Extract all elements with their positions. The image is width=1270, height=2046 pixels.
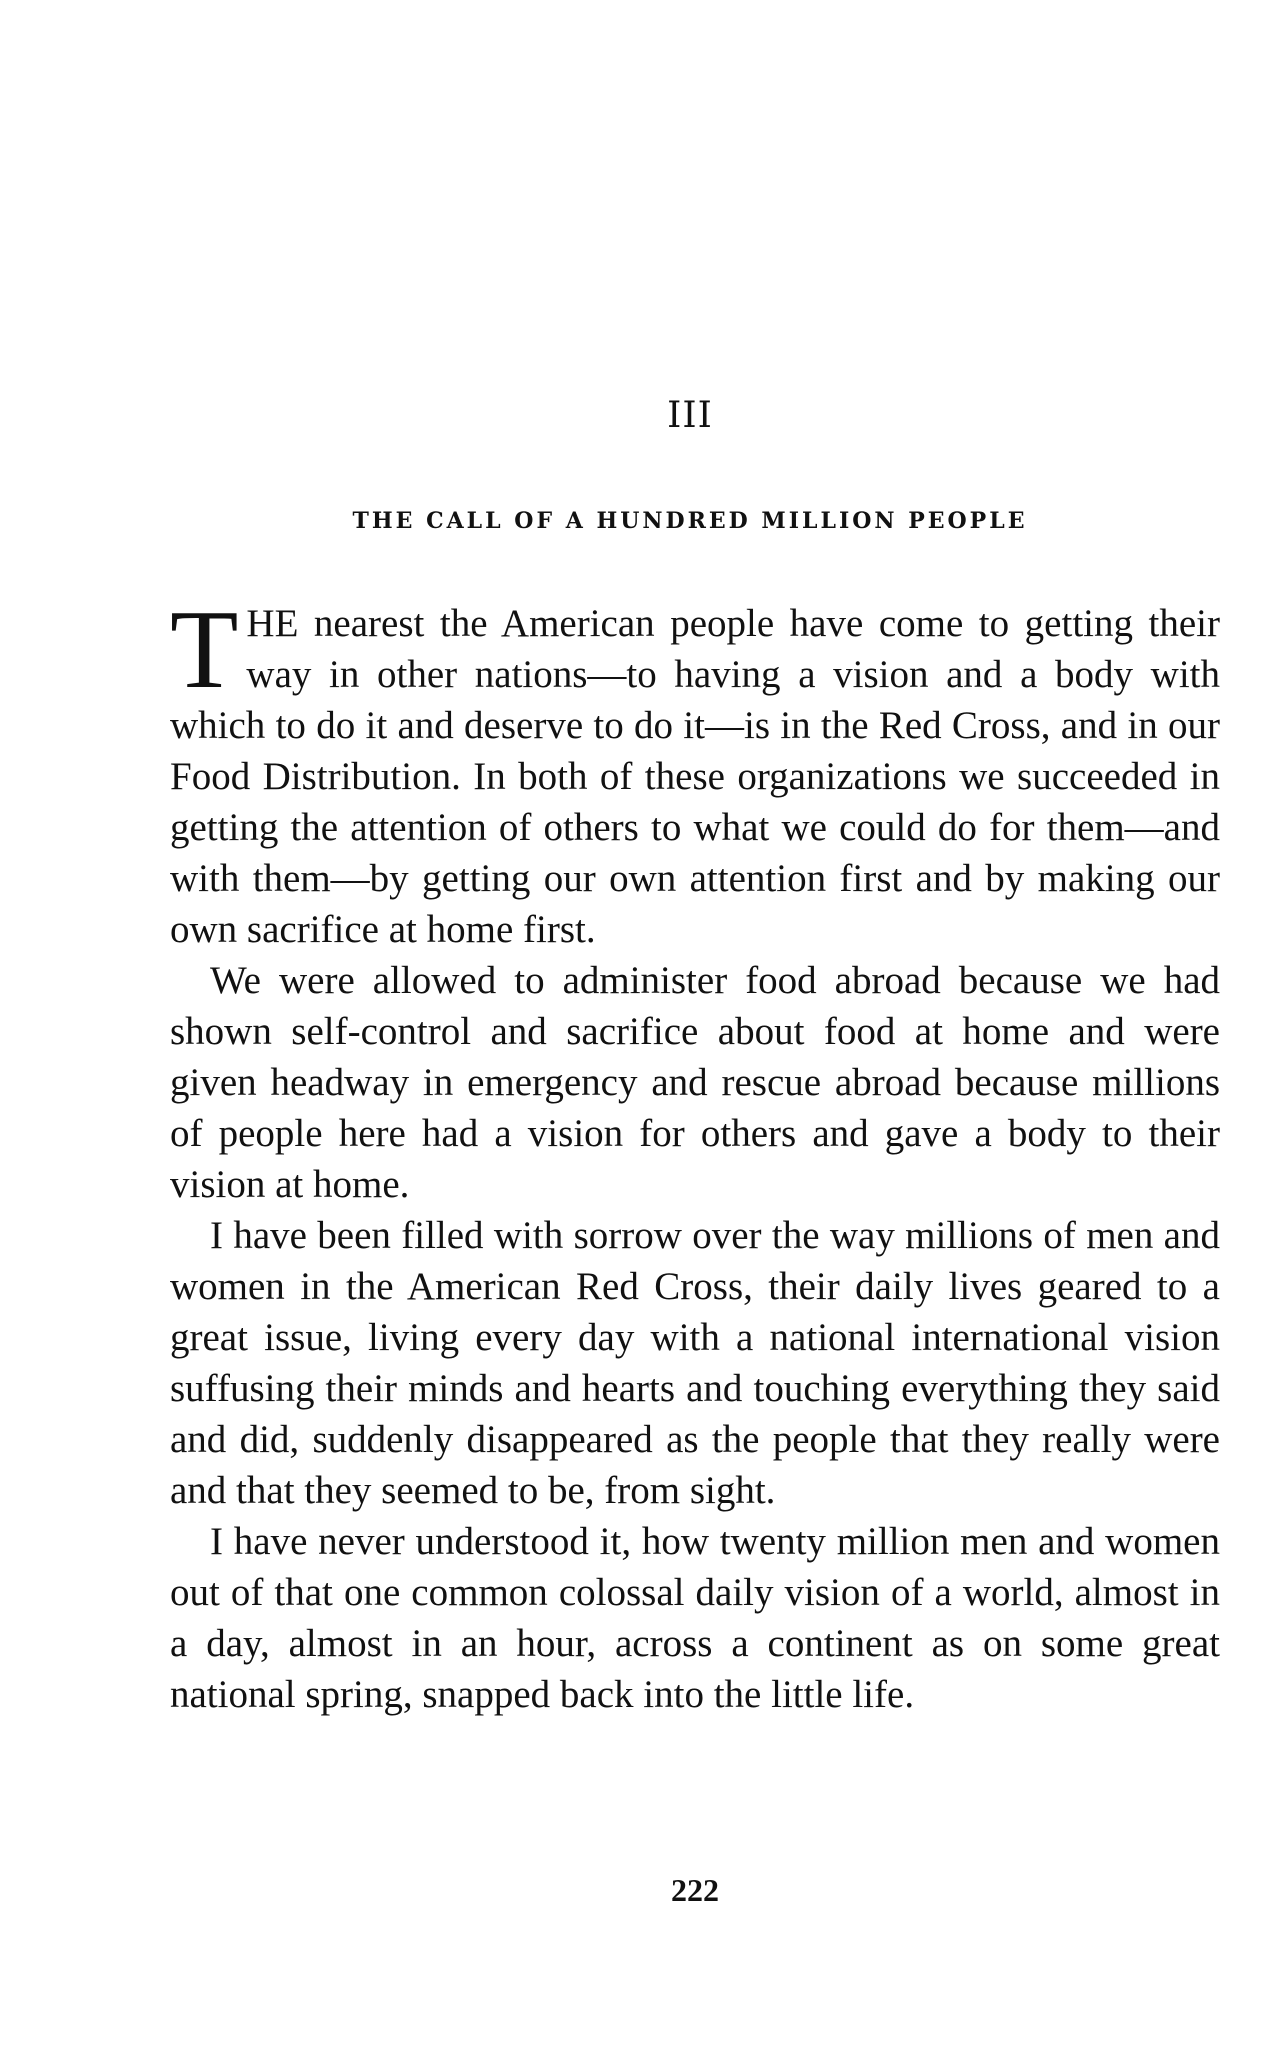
paragraph-1: [170, 588, 1220, 955]
drop-cap: T: [170, 588, 239, 712]
paragraph-2: We were allowed to administer food abroad because we had shown self-control and sacrifice about food at home and were given headway in emergency and rescue abroad because millions of people here had a vision for others and gave a body to their vision at home.: [170, 959, 1220, 1206]
chapter-number: III: [667, 395, 713, 436]
page-number: 222: [671, 1872, 719, 1908]
chapter-title: THE CALL OF A HUNDRED MILLION PEOPLE: [352, 508, 1028, 534]
body-text: [170, 588, 1220, 1720]
paragraph-4: I have never understood it, how twenty million men and women out of that one common colossal daily vision of a world, almost in a day, almost in an hour, across a continent as on some great national spring, snapped back into the little life.: [170, 1520, 1220, 1716]
paragraph-3: I have been filled with sorrow over the way millions of men and women in the American Red Cross, their daily lives geared to a great issue, living every day with a national international vision suffusing their minds and hearts and touching everything they said and did, suddenly disappeared as the people that they really were and that they seemed to be, from sight.: [170, 1214, 1220, 1512]
paragraph-1-text: HE nearest the American people have come to getting their way in other nations—to having a vision and a body with which to do it and deserve to do it—is in the Red Cross, and in our Food Distribution. In both of these organizations we succeeded in getting the attention of others to what we could do for them—and with them—by getting our own attention first and by making our own sacrifice at home first.: [170, 602, 1220, 951]
